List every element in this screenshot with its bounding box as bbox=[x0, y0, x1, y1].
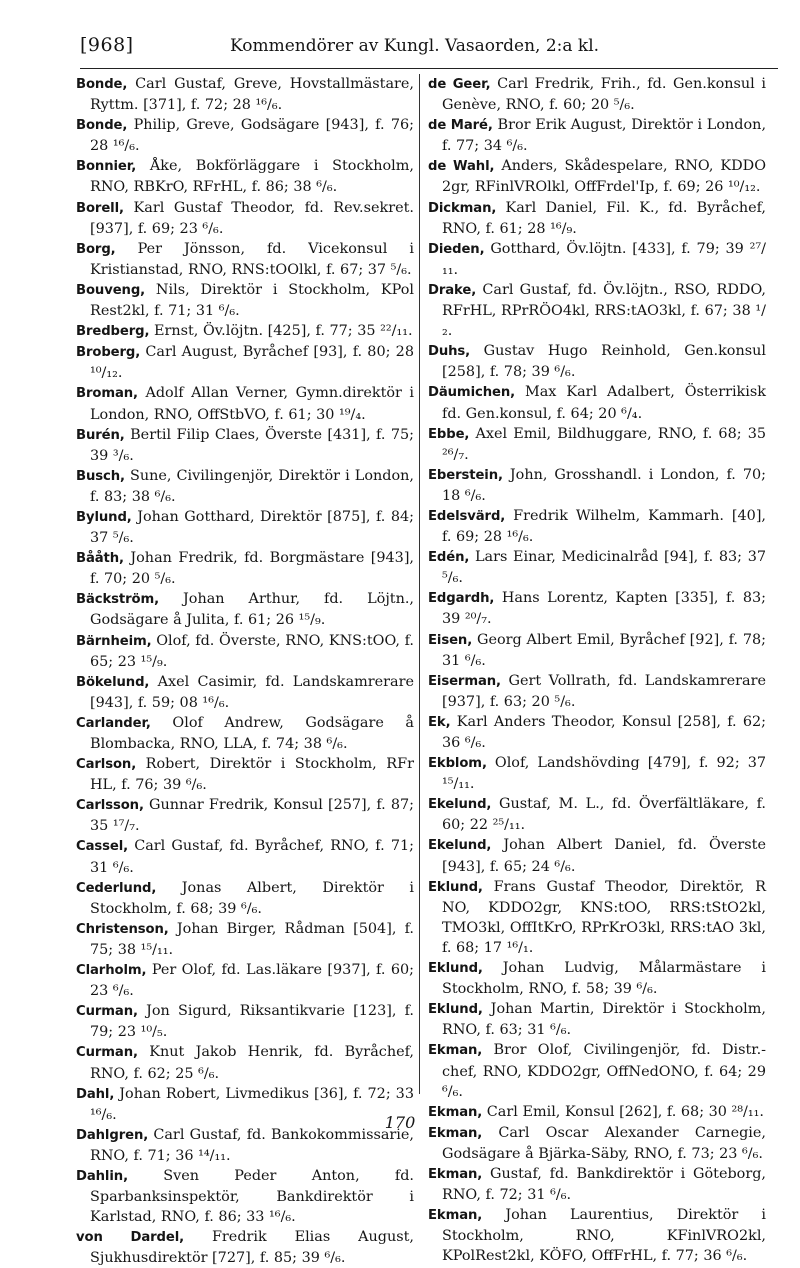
entry-details: Carl Fredrik, Frih., fd. Gen.konsul i Genève, RNO, f. 60; 20 ⁵/₆. bbox=[442, 76, 766, 114]
entry-surname: Edelsvärd, bbox=[428, 508, 506, 524]
entry-surname: Dickman, bbox=[428, 200, 497, 216]
entry-surname: Carlson, bbox=[76, 757, 137, 773]
register-entry bbox=[76, 672, 414, 713]
register-entry bbox=[428, 877, 766, 958]
entry-details: Karl Gustaf Theodor, fd. Rev.sekret. [937], f. 69; 23 ⁶/₆. bbox=[90, 199, 414, 237]
register-entry bbox=[428, 588, 766, 629]
register-entry bbox=[76, 425, 414, 466]
entry-details: Johan Ludvig, Målarmästare i Stockholm, RNO, f. 58; 39 ⁶/₆. bbox=[442, 960, 766, 998]
entry-surname: Carlsson, bbox=[76, 798, 144, 814]
register-entry bbox=[76, 115, 414, 156]
entry-surname: Bredberg, bbox=[76, 324, 150, 340]
entry-surname: Dahlin, bbox=[76, 1168, 128, 1184]
entry-surname: Cassel, bbox=[76, 839, 129, 855]
entry-details: Olof, Landshövding [479], f. 92; 37 ¹⁵/₁₁. bbox=[442, 755, 767, 793]
entry-surname: Broberg, bbox=[76, 345, 141, 361]
entry-surname: Ekelund, bbox=[428, 797, 492, 813]
entry-details: Carl Gustaf, Greve, Hovstallmästare, Ryttm. [371], f. 72; 28 ¹⁶/₆. bbox=[90, 76, 415, 114]
entry-surname: Bouveng, bbox=[76, 282, 146, 298]
entry-details: Nils, Direktör i Stockholm, KPol Rest2kl, f. 71; 31 ⁶/₆. bbox=[90, 281, 415, 320]
entry-surname: Bååth, bbox=[76, 551, 124, 567]
entry-surname: Borell, bbox=[76, 200, 124, 216]
entry-details: Per Olof, fd. Las.läkare [937], f. 60; 23 ⁶/₆. bbox=[90, 962, 415, 1000]
entry-surname: Curman, bbox=[76, 1004, 138, 1020]
entry-details: Knut Jakob Henrik, fd. Byråchef, RNO, f. 62; 25 ⁶/₆. bbox=[90, 1044, 414, 1082]
entry-details: Johan Martin, Direktör i Stockholm, RNO, f. 63; 31 ⁶/₆. bbox=[442, 1001, 767, 1039]
entry-surname: Eberstein, bbox=[428, 467, 503, 483]
register-entry bbox=[428, 465, 766, 506]
entry-details: Johan Arthur, fd. Löjtn., Godsägare å Julita, f. 61; 26 ¹⁵/₉. bbox=[90, 591, 414, 629]
register-entry bbox=[76, 342, 414, 383]
entry-details: Gustaf, fd. Bankdirektör i Göteborg, RNO, f. 72; 31 ⁶/₆. bbox=[442, 1165, 767, 1204]
entry-surname: Busch, bbox=[76, 468, 125, 484]
register-entry bbox=[76, 1042, 414, 1083]
register-entry bbox=[428, 156, 766, 197]
register-entry bbox=[76, 280, 414, 321]
entry-surname: Carlander, bbox=[76, 715, 151, 731]
entry-details: Hans Lorentz, Kapten [335], f. 83; 39 ²⁰/₇. bbox=[442, 590, 767, 628]
entry-surname: Ekman, bbox=[428, 1125, 483, 1141]
register-entry bbox=[76, 383, 414, 424]
register-entry bbox=[76, 795, 414, 836]
entry-surname: Eklund, bbox=[428, 961, 483, 977]
entry-surname: Bylund, bbox=[76, 509, 132, 525]
entry-surname: Eisen, bbox=[428, 632, 473, 648]
entry-details: Johan Gotthard, Direktör [875], f. 84; 37 ⁵/₆. bbox=[90, 508, 415, 547]
register-entry bbox=[76, 156, 414, 197]
running-title: Kommendörer av Kungl. Vasaorden, 2:a kl. bbox=[230, 36, 600, 56]
entry-details: Gustaf, M. L., fd. Överfältläkare, f. 60; 22 ²⁵/₁₁. bbox=[442, 796, 766, 834]
entry-surname: Clarholm, bbox=[76, 963, 147, 979]
entry-details: Olof Andrew, Godsägare å Blombacka, RNO, LLA, f. 74; 38 ⁶/₆. bbox=[90, 714, 415, 752]
register-entry bbox=[76, 960, 414, 1001]
entry-details: Axel Casimir, fd. Landskamrerare [943], f. 59; 08 ¹⁶/₆. bbox=[90, 673, 415, 711]
register-entry bbox=[428, 835, 766, 876]
entry-surname: Broman, bbox=[76, 386, 138, 402]
entry-details: Anders, Skådespelare, RNO, KDDO 2gr, RFinlVROlkl, OffFrdel'Ip, f. 69; 26 ¹⁰/₁₂. bbox=[442, 158, 766, 196]
entry-surname: Eklund, bbox=[428, 879, 483, 895]
entry-surname: Ek, bbox=[428, 714, 451, 730]
entry-surname: Bäckström, bbox=[76, 592, 160, 608]
entry-surname: Ekelund, bbox=[428, 838, 492, 854]
entry-surname: Bökelund, bbox=[76, 674, 150, 690]
entry-details: Ernst, Öv.löjtn. [425], f. 77; 35 ²²/₁₁. bbox=[153, 323, 413, 340]
entry-details: Bror Erik August, Direktör i London, f. 77; 34 ⁶/₆. bbox=[442, 117, 767, 155]
entry-surname: Dahl, bbox=[76, 1086, 115, 1102]
entry-details: Gert Vollrath, fd. Landskamrerare [937], f. 63; 20 ⁵/₆. bbox=[442, 672, 767, 710]
register-entry bbox=[76, 589, 414, 630]
entry-details: Bertil Filip Claes, Överste [431], f. 75; 39 ³/₆. bbox=[90, 426, 415, 464]
register-entry bbox=[428, 239, 766, 280]
left-column bbox=[76, 74, 414, 1268]
register-entry bbox=[76, 74, 414, 115]
entry-surname: Bärnheim, bbox=[76, 633, 152, 649]
entry-details: Philip, Greve, Godsägare [943], f. 76; 28 ¹⁶/₆. bbox=[90, 117, 415, 155]
entry-surname: Bonde, bbox=[76, 118, 128, 134]
register-entry bbox=[76, 1001, 414, 1042]
entry-surname: Dahlgren, bbox=[76, 1127, 149, 1143]
entry-details: Gotthard, Öv.löjtn. [433], f. 79; 39 ²⁷/₁₁. bbox=[442, 240, 766, 278]
entry-surname: Burén, bbox=[76, 427, 125, 443]
register-entry bbox=[428, 1040, 766, 1101]
entry-surname: Christenson, bbox=[76, 921, 169, 937]
entry-surname: Edén, bbox=[428, 550, 470, 566]
register-entry bbox=[428, 280, 766, 341]
register-entry bbox=[428, 424, 766, 465]
register-entry bbox=[76, 507, 414, 548]
entry-details: Karl Anders Theodor, Konsul [258], f. 62; 36 ⁶/₆. bbox=[442, 713, 767, 751]
entry-surname: Ekman, bbox=[428, 1043, 483, 1059]
entry-details: Georg Albert Emil, Byråchef [92], f. 78; 31 ⁶/₆. bbox=[442, 631, 766, 669]
entry-surname: de Wahl, bbox=[428, 159, 495, 175]
register-entry bbox=[428, 547, 766, 588]
right-column bbox=[428, 74, 766, 1266]
entry-surname: Däumichen, bbox=[428, 385, 516, 401]
page-reference: [968] bbox=[80, 34, 134, 56]
entry-details: Max Karl Adalbert, Österrikisk fd. Gen.konsul, f. 64; 20 ⁶/₄. bbox=[442, 384, 766, 422]
register-entry bbox=[76, 198, 414, 239]
entry-details: Johan Robert, Livmedikus [36], f. 72; 33 ¹⁶/₆. bbox=[90, 1085, 414, 1123]
entry-details: Lars Einar, Medicinalråd [94], f. 83; 37 ⁵/₆. bbox=[442, 549, 766, 587]
entry-details: Johan Laurentius, Direktör i Stockholm, RNO, KFinlVRO2kl, KPolRest2kl, KÖFO, OffFrHL, f. 77; 36 ⁶/₆. bbox=[442, 1207, 766, 1265]
entry-details: Adolf Allan Verner, Gymn.direktör i London, RNO, OffStbVO, f. 61; 30 ¹⁹/₄. bbox=[90, 385, 414, 423]
entry-details: Axel Emil, Bildhuggare, RNO, f. 68; 35 ²⁶/₇. bbox=[442, 425, 767, 463]
entry-details: Carl Gustaf, fd. Bankokommissarie, RNO, f. 71; 36 ¹⁴/₁₁. bbox=[90, 1126, 414, 1164]
register-entry bbox=[76, 919, 414, 960]
entry-surname: Edgardh, bbox=[428, 591, 495, 607]
entry-surname: Eiserman, bbox=[428, 673, 501, 689]
entry-details: Johan Albert Daniel, fd. Överste [943], f. 65; 24 ⁶/₆. bbox=[442, 837, 766, 875]
register-entry bbox=[428, 753, 766, 794]
entry-details: Carl Gustaf, fd. Öv.löjtn., RSO, RDDO, RFrHL, RPrRÖO4kl, RRS:tAO3kl, f. 67; 38 ¹/₂. bbox=[442, 281, 766, 340]
entry-surname: Ebbe, bbox=[428, 426, 470, 442]
entry-details: Per Jönsson, fd. Vicekonsul i Kristianstad, RNO, RNS:tOOlkl, f. 67; 37 ⁵/₆. bbox=[90, 240, 414, 278]
entry-surname: Ekman, bbox=[428, 1208, 483, 1224]
entry-surname: Dieden, bbox=[428, 241, 485, 257]
entry-surname: Curman, bbox=[76, 1045, 138, 1061]
entry-details: Carl Gustaf, fd. Byråchef, RNO, f. 71; 31 ⁶/₆. bbox=[90, 838, 414, 876]
entry-details: Robert, Direktör i Stockholm, RFr HL, f. 76; 39 ⁶/₆. bbox=[90, 756, 414, 794]
entry-details: Fredrik Wilhelm, Kammarh. [40], f. 69; 28 ¹⁶/₆. bbox=[442, 507, 767, 546]
register-entry bbox=[428, 999, 766, 1040]
register-entry bbox=[428, 506, 766, 547]
entry-details: Johan Birger, Rådman [504], f. 75; 38 ¹⁵/₁₁. bbox=[90, 920, 414, 958]
entry-surname: Duhs, bbox=[428, 344, 471, 360]
register-entry bbox=[76, 239, 414, 280]
entry-details: Gunnar Fredrik, Konsul [257], f. 87; 35 ¹⁷/₇. bbox=[90, 797, 414, 835]
entry-details: Carl Emil, Konsul [262], f. 68; 30 ²⁸/₁₁. bbox=[486, 1103, 764, 1120]
register-entry bbox=[428, 630, 766, 671]
entry-surname: Bonnier, bbox=[76, 159, 137, 175]
register-entry bbox=[428, 671, 766, 712]
register-entry bbox=[428, 74, 766, 115]
entry-details: Gustav Hugo Reinhold, Gen.konsul [258], f. 78; 39 ⁶/₆. bbox=[442, 343, 767, 381]
register-entry bbox=[428, 341, 766, 382]
register-entry bbox=[76, 754, 414, 795]
entry-surname: Bonde, bbox=[76, 77, 128, 92]
entry-surname: Ekman, bbox=[428, 1104, 483, 1120]
entry-details: Johan Fredrik, fd. Borgmästare [943], f. 70; 20 ⁵/₆. bbox=[90, 550, 415, 588]
register-entry bbox=[428, 115, 766, 156]
entry-surname: Eklund, bbox=[428, 1002, 483, 1018]
entry-details: Olof, fd. Överste, RNO, KNS:tOO, f. 65; 23 ¹⁵/₉. bbox=[90, 632, 414, 670]
register-entry bbox=[76, 466, 414, 507]
entry-details: John, Grosshandl. i London, f. 70; 18 ⁶/₆. bbox=[442, 466, 766, 504]
page-header bbox=[80, 34, 770, 64]
entry-surname: Ekblom, bbox=[428, 756, 487, 772]
entry-details: Frans Gustaf Theodor, Direktör, R NO, KDDO2gr, KNS:tOO, RRS:tStO2kl, TMO3kl, OffItKrO, RPrKrO3kl, RRS:tAO 3kl, f. 68; 17 ¹⁶/₁. bbox=[442, 878, 767, 956]
register-entry bbox=[76, 548, 414, 589]
register-entry bbox=[428, 712, 766, 753]
register-entry bbox=[428, 958, 766, 999]
entry-surname: de Maré, bbox=[428, 118, 493, 134]
register-entry bbox=[428, 794, 766, 835]
entry-details: Carl August, Byråchef [93], f. 80; 28 ¹⁰/₁₂. bbox=[90, 344, 414, 382]
register-entry bbox=[76, 321, 414, 342]
entry-surname: Drake, bbox=[428, 282, 477, 298]
register-entry bbox=[76, 1227, 414, 1268]
entry-details: Fredrik Elias August, Sjukhusdirektör [727], f. 85; 39 ⁶/₆. bbox=[90, 1229, 414, 1267]
entry-details: Karl Daniel, Fil. K., fd. Byråchef, RNO, f. 61; 28 ¹⁶/₉. bbox=[442, 199, 766, 237]
entry-surname: Borg, bbox=[76, 241, 116, 257]
register-entry bbox=[76, 836, 414, 877]
register-entry bbox=[428, 198, 766, 239]
entry-surname: Cederlund, bbox=[76, 880, 157, 896]
column-divider bbox=[419, 74, 420, 1094]
entry-details: Sven Peder Anton, fd. Sparbanksinspektör, Bankdirektör i Karlstad, RNO, f. 86; 33 ¹⁶/₆. bbox=[90, 1167, 415, 1226]
register-entry bbox=[428, 1205, 766, 1266]
entry-details: Bror Olof, Civilingenjör, fd. Distr.-chef, RNO, KDDO2gr, OffNedONO, f. 64; 29 ⁶/₆. bbox=[442, 1042, 767, 1100]
entry-details: Jon Sigurd, Riksantikvarie [123], f. 79; 23 ¹⁰/₅. bbox=[90, 1003, 415, 1041]
header-rule bbox=[80, 68, 778, 69]
entry-details: Åke, Bokförläggare i Stockholm, RNO, RBKrO, RFrHL, f. 86; 38 ⁶/₆. bbox=[90, 158, 414, 196]
register-entry bbox=[76, 631, 414, 672]
entry-surname: von Dardel, bbox=[76, 1230, 185, 1246]
register-entry bbox=[76, 878, 414, 919]
page-number: 170 bbox=[384, 1113, 416, 1132]
register-entry bbox=[428, 1164, 766, 1205]
entry-details: Carl Oscar Alexander Carnegie, Godsägare å Bjärka-Säby, RNO, f. 73; 23 ⁶/₆. bbox=[442, 1124, 766, 1162]
entry-details: Jonas Albert, Direktör i Stockholm, f. 68; 39 ⁶/₆. bbox=[90, 879, 414, 917]
register-entry bbox=[428, 382, 766, 423]
register-entry bbox=[76, 1166, 414, 1227]
entry-surname: Ekman, bbox=[428, 1166, 483, 1182]
entry-details: Sune, Civilingenjör, Direktör i London, f. 83; 38 ⁶/₆. bbox=[90, 467, 414, 505]
entry-surname: de Geer, bbox=[428, 77, 491, 92]
register-entry bbox=[76, 713, 414, 754]
